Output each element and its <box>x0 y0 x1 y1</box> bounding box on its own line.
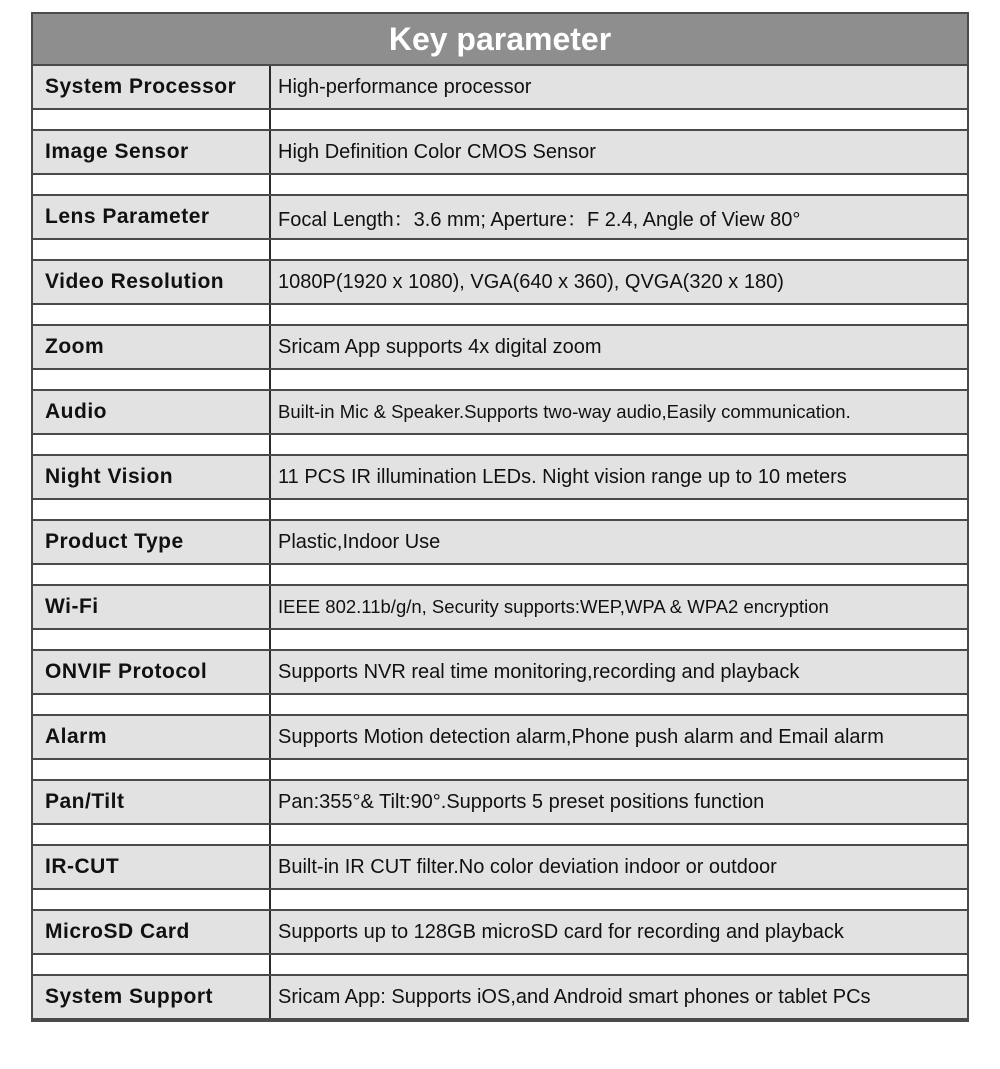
row-separator <box>33 110 967 131</box>
parameter-value: Pan:355°& Tilt:90°.Supports 5 preset positions function <box>278 790 765 813</box>
table-row <box>33 261 967 305</box>
row-separator <box>33 565 967 586</box>
parameter-value: 1080P(1920 x 1080), VGA(640 x 360), QVGA(320 x 180) <box>278 270 784 293</box>
table-row <box>33 976 967 1020</box>
row-separator <box>33 760 967 781</box>
table-row <box>33 781 967 825</box>
parameter-value: Sricam App: Supports iOS,and Android smart phones or tablet PCs <box>278 985 871 1008</box>
parameter-value: 11 PCS IR illumination LEDs. Night vision range up to 10 meters <box>278 465 847 488</box>
row-separator <box>33 890 967 911</box>
table-row <box>33 521 967 565</box>
parameter-label: System Support <box>33 976 271 1018</box>
parameter-value: Plastic,Indoor Use <box>278 530 441 553</box>
parameter-label: Product Type <box>33 521 271 563</box>
table-row <box>33 131 967 175</box>
table-row <box>33 456 967 500</box>
table-row <box>33 651 967 695</box>
table-row <box>33 391 967 435</box>
parameter-value: Focal Length：3.6 mm; Aperture：F 2.4, Angle of View 80° <box>278 208 801 231</box>
parameter-label: System Processor <box>33 66 271 108</box>
parameter-value: Supports NVR real time monitoring,recording and playback <box>278 660 800 683</box>
row-separator <box>33 630 967 651</box>
parameter-value: Supports Motion detection alarm,Phone push alarm and Email alarm <box>278 725 884 748</box>
table-row <box>33 586 967 630</box>
row-separator <box>33 175 967 196</box>
parameter-value: Sricam App supports 4x digital zoom <box>278 335 602 358</box>
row-separator <box>33 240 967 261</box>
table-row <box>33 196 967 240</box>
parameter-value: IEEE 802.11b/g/n, Security supports:WEP,WPA & WPA2 encryption <box>278 596 829 617</box>
parameter-label: Image Sensor <box>33 131 271 173</box>
parameter-label: Alarm <box>33 716 271 758</box>
parameter-value: Built-in Mic & Speaker.Supports two-way audio,Easily communication. <box>278 401 851 422</box>
parameter-label: ONVIF Protocol <box>33 651 271 693</box>
row-separator <box>33 825 967 846</box>
parameter-label: Audio <box>33 391 271 433</box>
table-row <box>33 716 967 760</box>
table-title: Key parameter <box>33 14 967 66</box>
parameter-label: Pan/Tilt <box>33 781 271 823</box>
parameter-value: Built-in IR CUT filter.No color deviation indoor or outdoor <box>278 855 777 878</box>
parameter-label: MicroSD Card <box>33 911 271 953</box>
key-parameter-table <box>31 12 969 1022</box>
row-separator <box>33 305 967 326</box>
parameter-value: Supports up to 128GB microSD card for recording and playback <box>278 920 844 943</box>
table-row <box>33 66 967 110</box>
table-row <box>33 846 967 890</box>
table-row <box>33 326 967 370</box>
parameter-label: Video Resolution <box>33 261 271 303</box>
row-separator <box>33 695 967 716</box>
parameter-label: IR-CUT <box>33 846 271 888</box>
parameter-label: Night Vision <box>33 456 271 498</box>
row-separator <box>33 955 967 976</box>
table-row <box>33 911 967 955</box>
parameter-label: Zoom <box>33 326 271 368</box>
parameter-label: Lens Parameter <box>33 196 271 238</box>
parameter-value: High Definition Color CMOS Sensor <box>278 140 596 163</box>
row-separator <box>33 500 967 521</box>
row-separator <box>33 370 967 391</box>
parameter-label: Wi-Fi <box>33 586 271 628</box>
parameter-value: High-performance processor <box>278 75 532 98</box>
row-separator <box>33 435 967 456</box>
